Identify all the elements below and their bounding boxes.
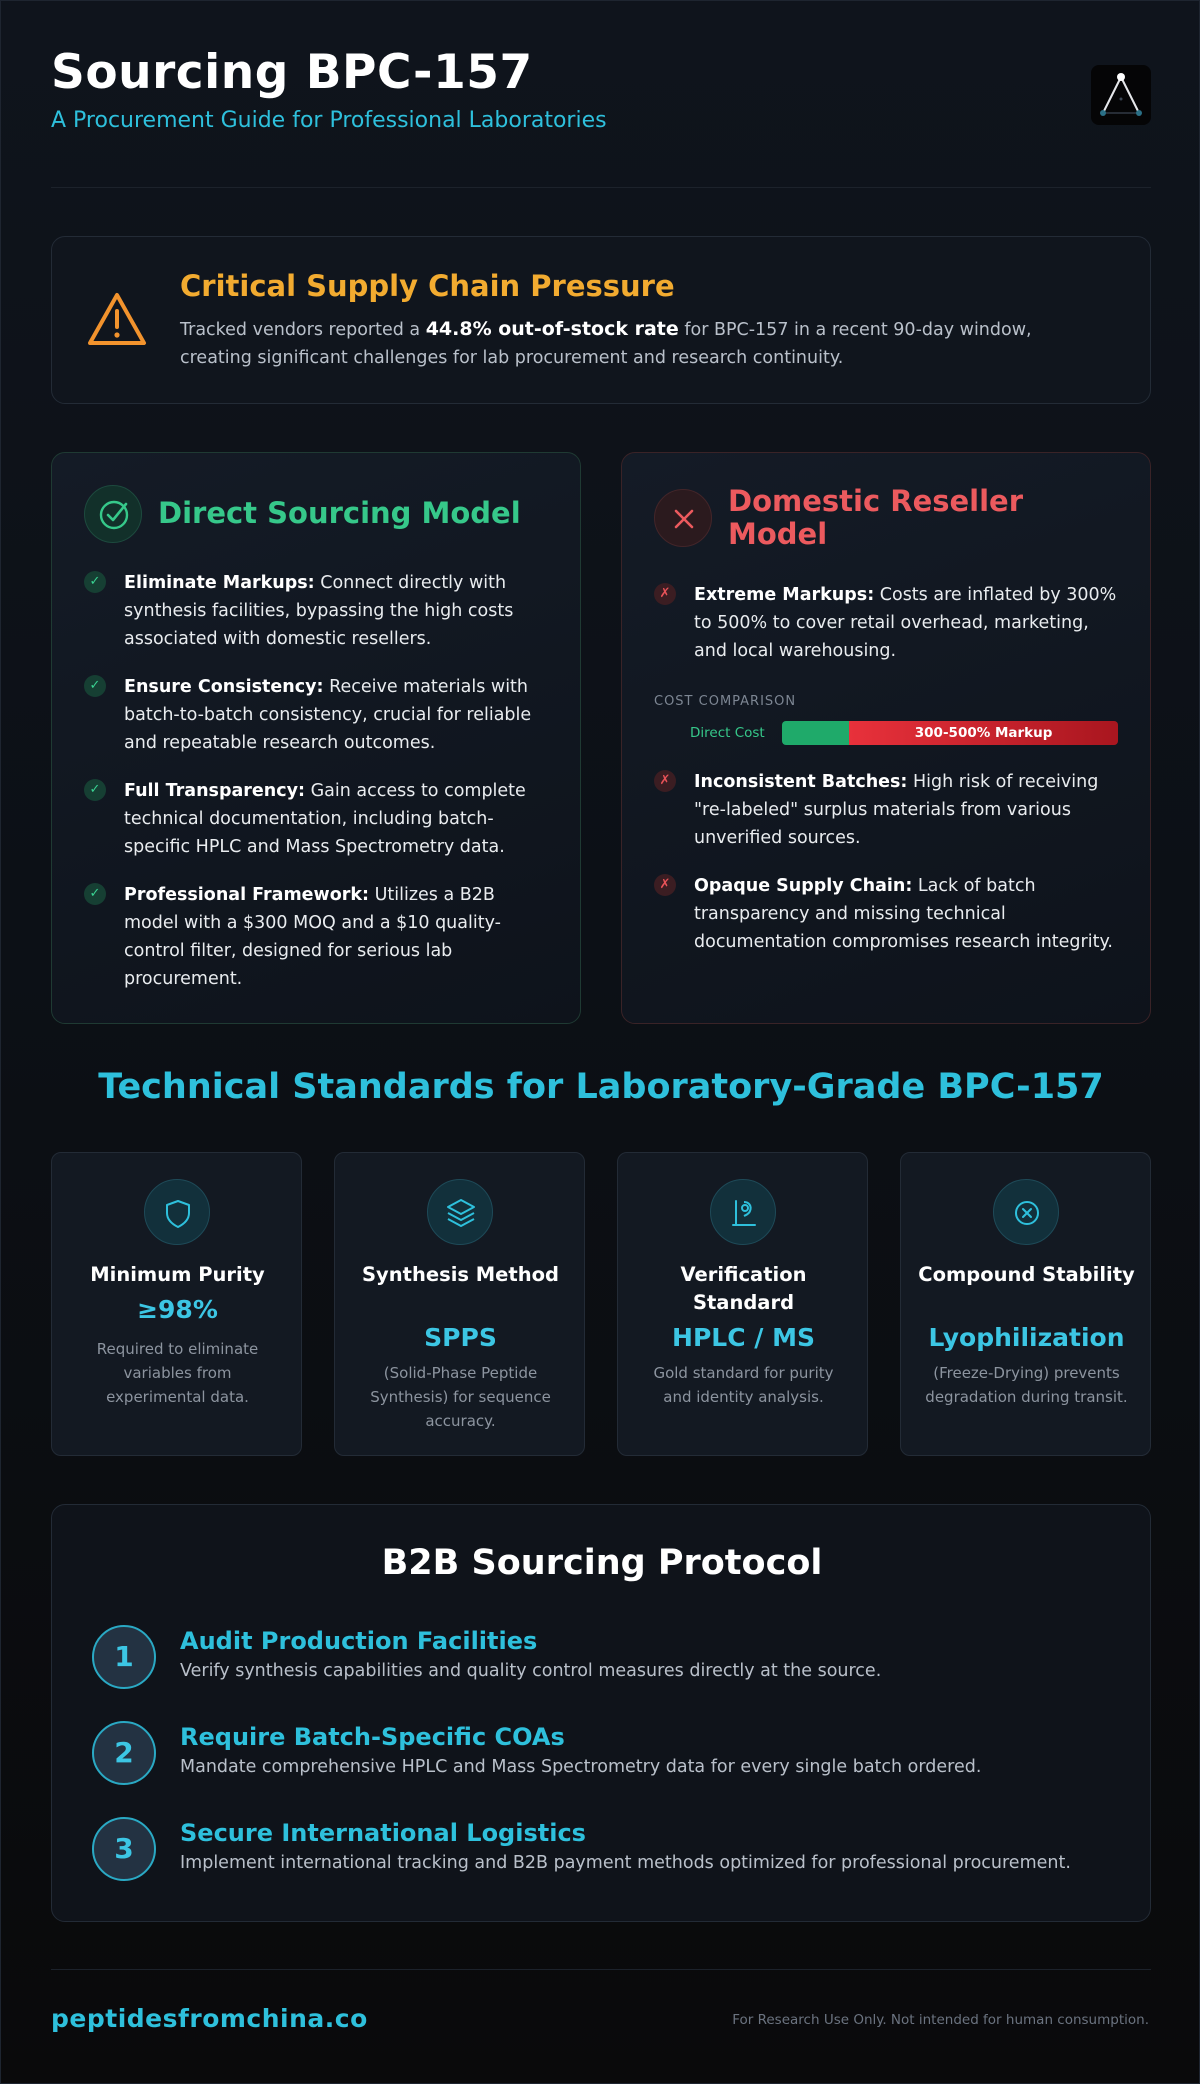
- direct-model-title: Direct Sourcing Model: [158, 496, 521, 530]
- direct-item: ✓ Full Transparency: Gain access to complete technical documentation, including batch-specific HPLC and Mass Spectrometry data.: [84, 777, 554, 861]
- standard-desc: Gold standard for purity and identity analysis.: [653, 1364, 834, 1406]
- shield-icon: [144, 1179, 210, 1245]
- cross-icon: ✗: [654, 770, 676, 792]
- step-number: 3: [92, 1817, 156, 1881]
- direct-item: ✓ Professional Framework: Utilizes a B2B model with a $300 MOQ and a $10 quality-control filter, designed for serious lab procurement.: [84, 881, 554, 993]
- standard-card-synthesis: [334, 1152, 585, 1456]
- standard-value: HPLC / MS: [672, 1323, 815, 1352]
- cost-comparison-bar: [782, 721, 1118, 745]
- footer-divider: [51, 1969, 1151, 1970]
- markup-segment: 300-500% Markup: [849, 721, 1118, 745]
- step-desc: Verify synthesis capabilities and quality control measures directly at the source.: [180, 1661, 882, 1681]
- footer-brand-link[interactable]: peptidesfromchina.co: [51, 2004, 368, 2033]
- header: [51, 45, 1151, 133]
- standard-name: Minimum Purity: [90, 1263, 265, 1286]
- step-number: 1: [92, 1625, 156, 1689]
- layers-icon: [427, 1179, 493, 1245]
- reseller-item: ✗ Inconsistent Batches: High risk of receiving "re-labeled" surplus materials from various unverified sources.: [654, 768, 1124, 852]
- protocol-title: B2B Sourcing Protocol: [381, 1543, 823, 1583]
- alert-text: Tracked vendors reported a 44.8% out-of-stock rate for BPC-157 in a recent 90-day window, creating significant challenges for lab procurement and research continuity.: [180, 318, 1032, 368]
- domestic-reseller-card: [621, 452, 1151, 1024]
- x-circle-icon: [993, 1179, 1059, 1245]
- step-number: 2: [92, 1721, 156, 1785]
- page-title: Sourcing BPC-157: [51, 45, 533, 100]
- protocol-step: [92, 1721, 1112, 1785]
- standard-desc: Required to eliminate variables from experimental data.: [96, 1340, 259, 1406]
- direct-sourcing-card: [51, 452, 581, 1024]
- cost-comparison-label: COST COMPARISON: [654, 694, 797, 709]
- direct-cost-segment: [782, 721, 849, 745]
- protocol-step: [92, 1625, 1112, 1689]
- direct-item: ✓ Eliminate Markups: Connect directly with synthesis facilities, bypassing the high costs associated with domestic resellers.: [84, 569, 554, 653]
- step-desc: Mandate comprehensive HPLC and Mass Spectrometry data for every single batch ordered.: [180, 1757, 982, 1777]
- step-desc: Implement international tracking and B2B payment methods optimized for professional procurement.: [180, 1853, 1071, 1873]
- cross-icon: ✗: [654, 874, 676, 896]
- step-title: Require Batch-Specific COAs: [180, 1723, 565, 1751]
- standard-name: Verification Standard: [680, 1263, 807, 1314]
- standard-card-verification: [617, 1152, 868, 1456]
- microscope-icon: [710, 1179, 776, 1245]
- warning-triangle-icon: [86, 291, 148, 347]
- sourcing-protocol-panel: [51, 1504, 1151, 1922]
- direct-cost-label: Direct Cost: [690, 725, 765, 741]
- direct-item: ✓ Ensure Consistency: Receive materials with batch-to-batch consistency, crucial for reliable and repeatable research outcomes.: [84, 673, 554, 757]
- page-subtitle: A Procurement Guide for Professional Laboratories: [51, 108, 607, 133]
- reseller-item: ✗ Opaque Supply Chain: Lack of batch transparency and missing technical documentation compromises research integrity.: [654, 872, 1124, 956]
- x-circle-icon: [654, 489, 712, 547]
- standard-value: Lyophilization: [928, 1323, 1125, 1352]
- step-title: Audit Production Facilities: [180, 1627, 538, 1655]
- check-circle-icon: [84, 485, 142, 543]
- step-title: Secure International Logistics: [180, 1819, 586, 1847]
- supply-alert-banner: [51, 236, 1151, 404]
- protocol-step: [92, 1817, 1112, 1881]
- check-icon: ✓: [84, 675, 106, 697]
- triangle-molecule-logo-icon: [1091, 65, 1151, 125]
- alert-title: Critical Supply Chain Pressure: [180, 269, 675, 303]
- header-divider: [51, 187, 1151, 188]
- standard-card-purity: [51, 1152, 302, 1456]
- out-of-stock-highlight: 44.8% out-of-stock rate: [425, 318, 679, 340]
- check-icon: ✓: [84, 571, 106, 593]
- standard-desc: (Freeze-Drying) prevents degradation during transit.: [925, 1364, 1128, 1406]
- standard-name: Synthesis Method: [362, 1263, 559, 1286]
- cross-icon: ✗: [654, 583, 676, 605]
- standard-name: Compound Stability: [918, 1263, 1135, 1286]
- footer-disclaimer: For Research Use Only. Not intended for human consumption.: [732, 2012, 1149, 2028]
- check-icon: ✓: [84, 779, 106, 801]
- standards-section-title: Technical Standards for Laboratory-Grade BPC-157: [98, 1067, 1104, 1107]
- reseller-item: ✗ Extreme Markups: Costs are inflated by 300% to 500% to cover retail overhead, marketing, and local warehousing.: [654, 581, 1124, 665]
- check-icon: ✓: [84, 883, 106, 905]
- reseller-model-title: Domestic Reseller Model: [728, 484, 1024, 551]
- standard-value: SPPS: [424, 1323, 497, 1352]
- standard-desc: (Solid-Phase Peptide Synthesis) for sequence accuracy.: [370, 1364, 551, 1430]
- standard-value: ≥98%: [137, 1295, 218, 1324]
- standard-card-stability: [900, 1152, 1151, 1456]
